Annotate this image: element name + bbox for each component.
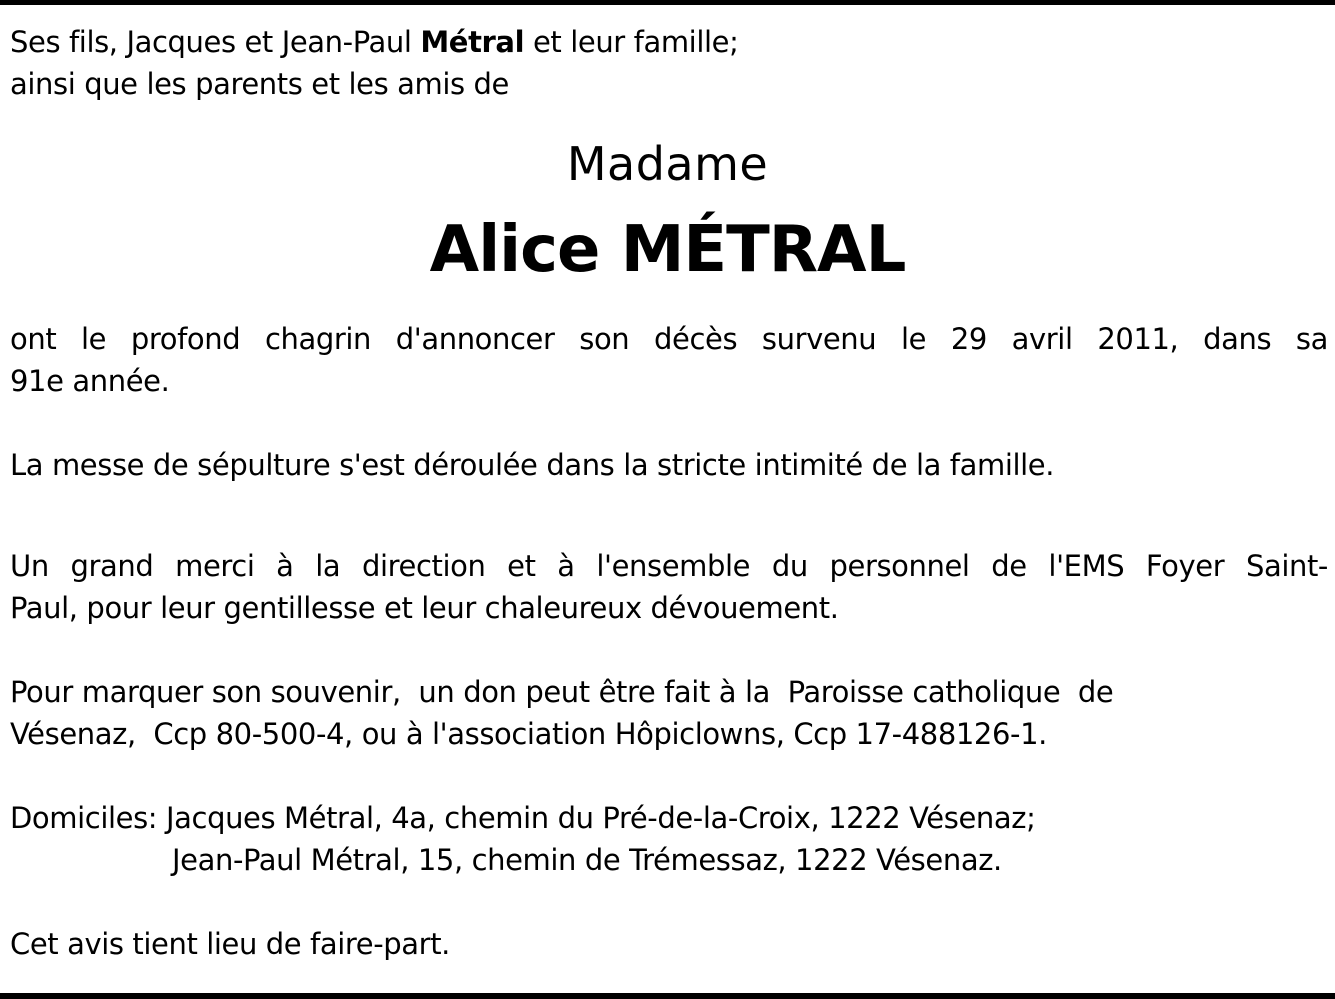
thanks-line-1: Un grand merci à la direction et à l'ensemble du personnel de l'EMS Foyer Saint- — [10, 549, 1328, 583]
donation-line-2: Vésenaz, Ccp 80-500-4, ou à l'association Hôpiclowns, Ccp 17-488126-1. — [10, 717, 1047, 751]
funeral-mass-paragraph: La messe de sépulture s'est déroulée dans la stricte intimité de la famille. — [10, 448, 1055, 482]
domicile-line-1 — [10, 797, 1035, 839]
domicile-address-1: Jacques Métral, 4a, chemin du Pré-de-la-Croix, 1222 Vésenaz; — [166, 801, 1036, 835]
domiciles-label: Domiciles: — [10, 801, 158, 835]
deceased-name: Alice MÉTRAL — [429, 213, 906, 287]
donation-line-1: Pour marquer son souvenir, un don peut être fait à la Paroisse catholique de — [10, 675, 1114, 709]
relatives-line: ainsi que les parents et les amis de — [10, 67, 509, 101]
announcement-line-1: ont le profond chagrin d'annoncer son décès survenu le 29 avril 2011, dans sa — [10, 322, 1328, 356]
top-border-rule — [0, 0, 1335, 5]
domicile-address-2: Jean-Paul Métral, 15, chemin de Trémessaz, 1222 Vésenaz. — [172, 843, 1002, 877]
closing-note: Cet avis tient lieu de faire-part. — [10, 927, 450, 961]
family-line-start: Ses fils, Jacques et Jean-Paul — [10, 25, 412, 59]
family-line-end: et leur famille; — [532, 25, 739, 59]
family-surname-bold: Métral — [420, 25, 525, 59]
thanks-line-2: Paul, pour leur gentillesse et leur chaleureux dévouement. — [10, 591, 839, 625]
announcement-line-2: 91e année. — [10, 364, 170, 398]
deceased-title: Madame — [566, 137, 769, 191]
family-line — [10, 21, 738, 63]
bottom-border-rule — [0, 993, 1335, 999]
